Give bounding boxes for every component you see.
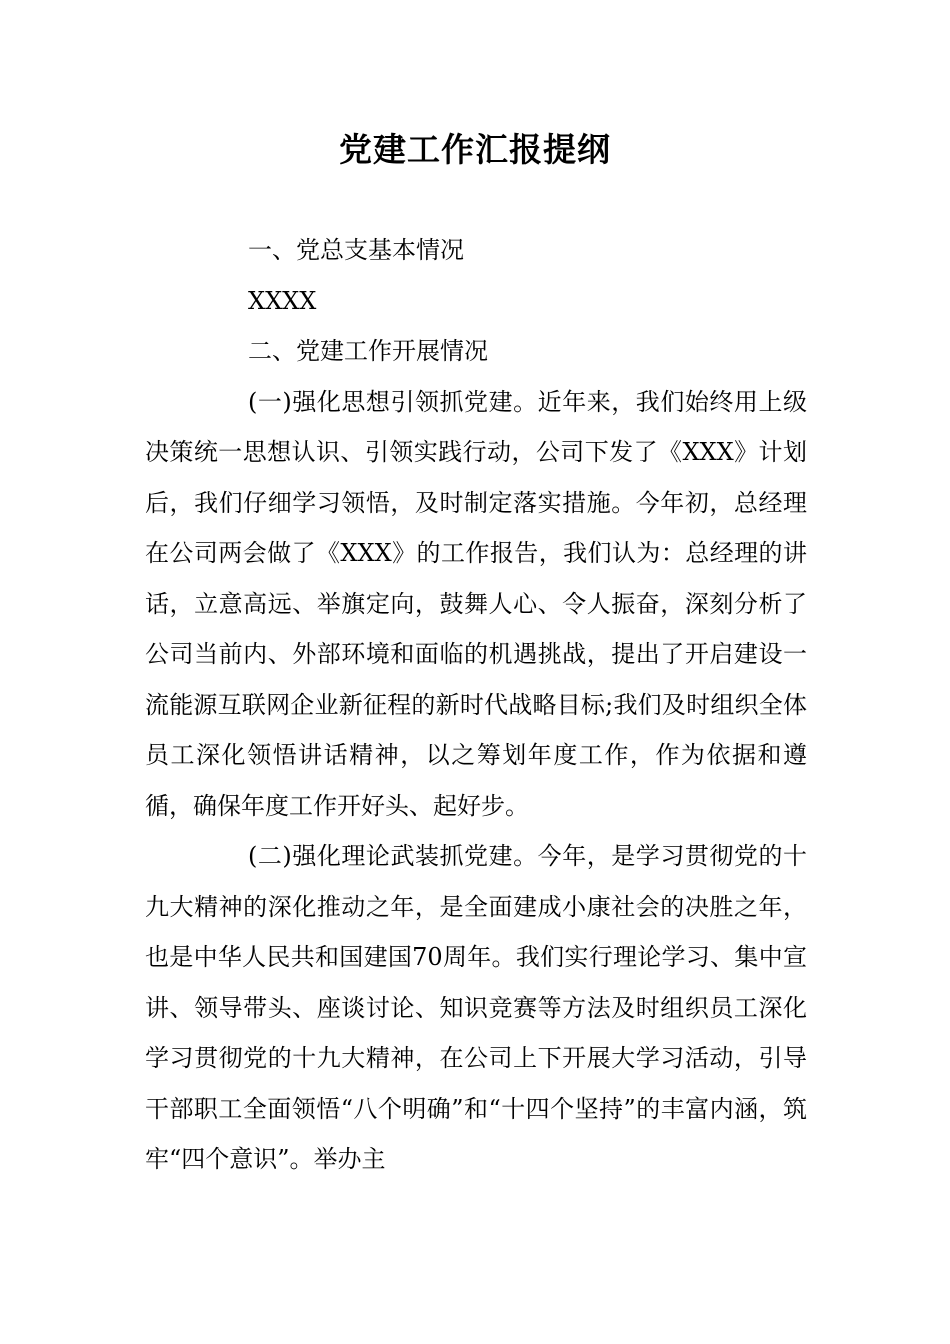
section-heading-2: 二、党建工作开展情况 (248, 337, 488, 365)
section-heading-1: 一、党总支基本情况 (248, 236, 464, 264)
section-1-content: XXXX (248, 286, 317, 315)
paragraph-theoretical-arming: (二)强化理论武装抓党建。今年，是学习贯彻党的十九大精神的深化推动之年，是全面建成小康社会的决胜之年，也是中华人民共和国建国70周年。我们实行理论学习、集中宣讲、领导带头、座谈讨论、知识竞赛等方法及时组织员工深化学习贯彻党的十九大精神，在公司上下开展大学习活动，引导干部职工全面领悟“八个明确”和“十四个坚持”的丰富内涵，筑牢“四个意识”。举办主 (145, 842, 807, 1173)
document-title: 党建工作汇报提纲 (339, 130, 611, 169)
paragraph-ideological-guidance: (一)强化思想引领抓党建。近年来，我们始终用上级决策统一思想认识、引领实践行动，公司下发了《XXX》计划后，我们仔细学习领悟，及时制定落实措施。今年初，总经理在公司两会做了《XXX》的工作报告，我们认为：总经理的讲话，立意高远、举旗定向，鼓舞人心、令人振奋，深刻分析了公司当前内、外部环境和面临的机遇挑战，提出了开启建设一流能源互联网企业新征程的新时代战略目标;我们及时组织全体员工深化领悟讲话精神，以之筹划年度工作，作为依据和遵循，确保年度工作开好头、起好步。 (145, 387, 807, 820)
document-body (145, 225, 807, 1185)
